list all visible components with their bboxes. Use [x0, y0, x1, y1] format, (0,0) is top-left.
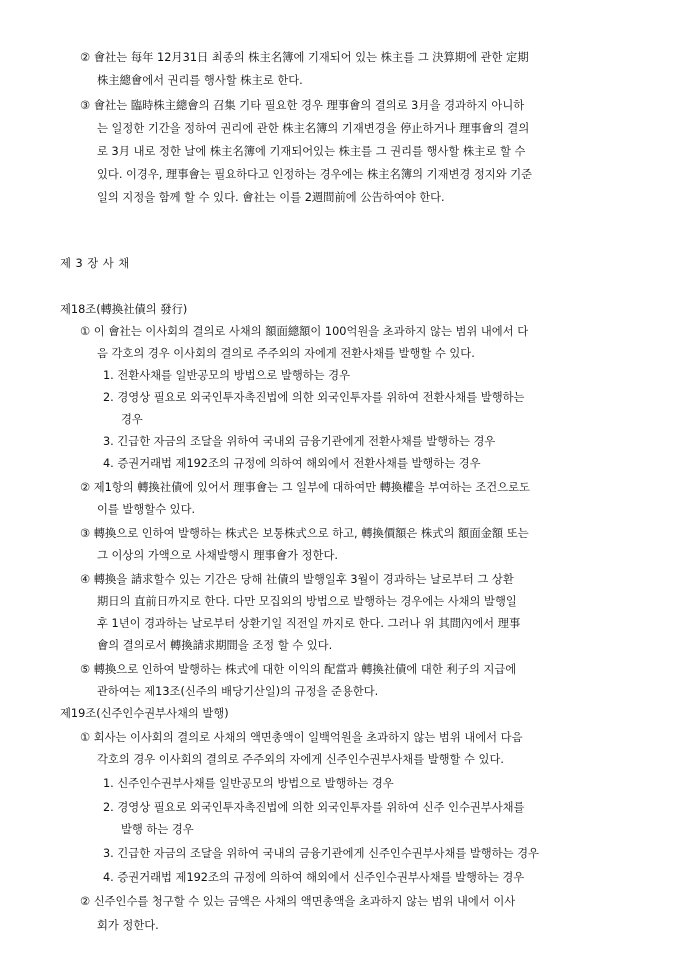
paragraph-line: 음 각호의 경우 이사회의 결의로 주주외의 자에게 전환사채를 발행할 수 있다.	[97, 347, 475, 360]
paragraph-line: ② 제1항의 轉換社債에 있어서 理事會는 그 일부에 대하여만 轉換權을 부여하는 조건으로도	[80, 481, 530, 494]
paragraph-line: ④ 轉換을 請求할수 있는 기간은 당해 社債의 발행일후 3월이 경과하는 날로부터 그 상환	[80, 573, 514, 586]
paragraph-line: ① 이 會社는 이사회의 결의로 사채의 額面總額이 100억원을 초과하지 않는 범위 내에서 다	[80, 325, 529, 338]
paragraph-line: 있다. 이경우, 理事會는 필요하다고 인정하는 경우에는 株主名簿의 기재변경 정지와 기준	[97, 168, 533, 181]
list-item: 4. 증권거래법 제192조의 규정에 의하여 해외에서 신주인수권부사채를 발행하는 경우	[103, 871, 525, 884]
paragraph-line: ② 신주인수를 청구할 수 있는 금액은 사채의 액면총액을 초과하지 않는 범위 내에서 이사	[80, 895, 516, 908]
paragraph-line: 이를 발행할수 있다.	[97, 503, 196, 516]
paragraph-line: 관하여는 제13조(신주의 배당기산일)의 규정을 준용한다.	[97, 685, 379, 698]
list-item: 2. 경영상 필요로 외국인투자촉진법에 의한 외국인투자를 위하여 전환사채를 발행하는	[103, 391, 525, 404]
paragraph-line: 會의 결의로서 轉換請求期間을 조정 할 수 있다.	[97, 639, 333, 652]
paragraph-line: ② 會社는 每年 12月31日 최종의 株主名簿에 기재되어 있는 株主를 그 決算期에 관한 定期	[80, 51, 529, 64]
paragraph-line: ① 회사는 이사회의 결의로 사채의 액면총액이 일백억원을 초과하지 않는 범위 내에서 다음	[80, 731, 523, 744]
chapter-heading: 제 3 장 사 채	[60, 257, 130, 270]
paragraph-line: 각호의 경우 이사회의 결의로 주주외의 자에게 신주인수권부사채를 발행할 수 있다.	[97, 753, 504, 766]
paragraph-line: 期日의 直前日까지로 한다. 다만 모집외의 방법으로 발행하는 경우에는 사채의 발행일	[97, 595, 517, 608]
paragraph-line: 그 이상의 가액으로 사채발행시 理事會가 정한다.	[97, 549, 338, 562]
paragraph-line: 후 1년이 경과하는 날로부터 상환기일 직전일 까지로 한다. 그러나 위 其間內에서 理事	[97, 617, 521, 630]
list-item: 2. 경영상 필요로 외국인투자촉진법에 의한 외국인투자를 위하여 신주 인수권부사채를	[103, 801, 525, 814]
paragraph-line: 株主總會에서 권리를 행사할 株主로 한다.	[97, 74, 303, 87]
paragraph-line: 는 일정한 기간을 정하여 권리에 관한 株主名簿의 기재변경을 停止하거나 理事會의 결의	[97, 122, 530, 135]
list-item: 발행 하는 경우	[121, 823, 194, 836]
paragraph-line: ③ 會社는 臨時株主總會의 召集 기타 필요한 경우 理事會의 결의로 3月을 경과하지 아니하	[80, 99, 525, 112]
paragraph-line: 로 3月 내로 정한 날에 株主名簿에 기재되어있는 株主를 그 권리를 행사할 株主로 할 수	[97, 145, 526, 158]
list-item: 3. 긴급한 자금의 조달을 위하여 국내의 금융기관에게 신주인수권부사채를 발행하는 경우	[103, 847, 539, 860]
list-item: 1. 신주인수권부사채를 일반공모의 방법으로 발행하는 경우	[103, 777, 394, 790]
paragraph-line: 일의 지정을 함께 할 수 있다. 會社는 이를 2週間前에 公告하여야 한다.	[97, 191, 445, 204]
list-item: 1. 전환사채를 일반공모의 방법으로 발행하는 경우	[103, 369, 350, 382]
paragraph-line: ⑤ 轉換으로 인하여 발행하는 株式에 대한 이익의 配當과 轉換社債에 대한 利子의 지급에	[80, 663, 517, 676]
paragraph-line: ③ 轉換으로 인하여 발행하는 株式은 보통株式으로 하고, 轉換價額은 株式의 額面金額 또는	[80, 527, 529, 540]
list-item: 4. 증권거래법 제192조의 규정에 의하여 해외에서 전환사채를 발행하는 경우	[103, 457, 481, 470]
article-title: 제19조(신주인수권부사채의 발행)	[60, 707, 229, 720]
list-item: 경우	[121, 413, 143, 426]
article-title: 제18조(轉換社債의 發行)	[60, 303, 188, 316]
paragraph-line: 회가 정한다.	[97, 919, 159, 932]
list-item: 3. 긴급한 자금의 조달을 위하여 국내외 금융기관에게 전환사채를 발행하는 경우	[103, 435, 496, 448]
